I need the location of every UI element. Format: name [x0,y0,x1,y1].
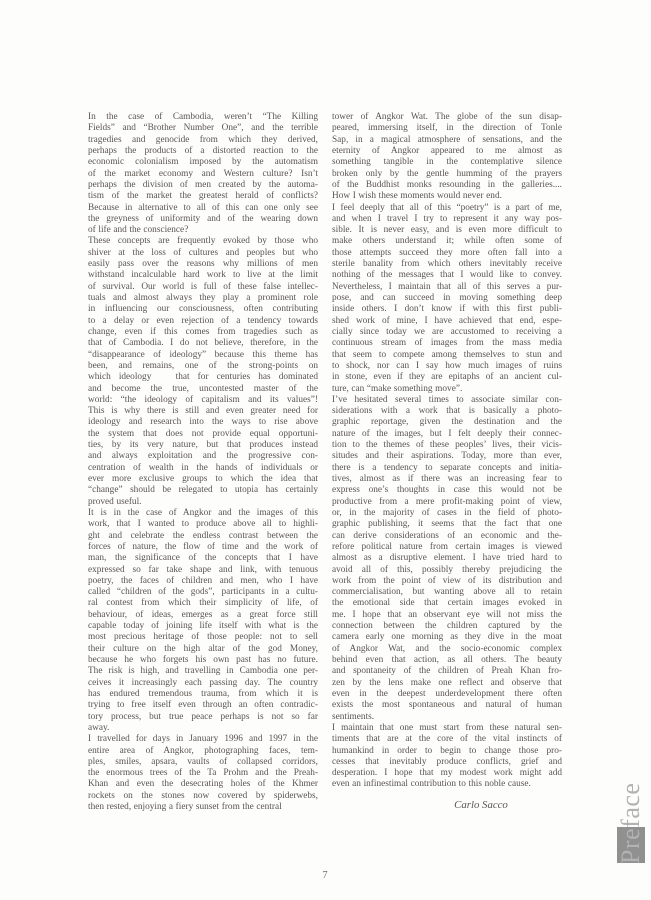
paragraph [332,395,562,723]
text-line: I maintain that one must start from these natural sen- [332,722,562,733]
text-line: Fields” and “Brother Number One”, and the terrible [88,123,318,134]
text-line: that seem to compete among themselves to stun and [332,349,562,360]
text-line: the greyness of uniformity and of the wearing down [88,213,318,224]
text-line: and spontaneity of the children of Preah Khan fro- [332,666,562,677]
text-line: siderations with a work that is basically a photo- [332,406,562,417]
text-line: behind even that action, as all others. The beauty [332,655,562,665]
text-line: man, the significance of the concepts that I have [88,553,318,564]
text-line: “change” should be relegated to utopia has certainly [88,485,318,496]
text-line: which ideology that for centuries has dominated [88,372,318,383]
text-line: of life and the conscience? [88,225,189,236]
text-line: of survival. Our world is full of these false intellec- [88,281,318,292]
text-line: the enormous trees of the Ta Prohm and the Preah- [88,768,318,779]
text-line: ples, smiles, apsara, vaults of collapsed corridors, [88,756,318,767]
text-line: nature of the images, but I felt deeply their connec- [332,428,562,439]
text-line: trying to free itself even through an often contradic- [88,700,318,711]
text-line: tives, almost as if there was an increasing fear to [332,474,562,484]
text-line: tion to the themes of these peoples’ lives, their vicis- [332,440,562,451]
text-line: This is why there is still and even greater need for [88,406,318,417]
text-line: I’ve hesitated several times to associate similar con- [332,394,562,405]
text-line: change, even if this comes from tragedies such as [88,326,318,337]
text-line: capable today of joining life itself with what is the [88,621,318,632]
text-line: The risk is high, and travelling in Cambodia one per- [88,666,318,677]
text-line: timents that are at the core of the vital instincts of [332,734,562,745]
text-line: Nevertheless, I maintain that all of this serves a pur- [332,281,562,292]
text-line: tragedies and genocide from which they derived, [88,134,318,145]
text-line: ture, can “make something move”. [332,383,463,394]
text-line: sterile banality from which others inevitably receive [332,259,562,270]
text-line: easily pass over the reasons why millions of men [88,259,318,270]
text-line: “disappearance of ideology” because this theme has [88,349,318,360]
text-line: something tangible in the contemplative silence [332,157,562,168]
text-line: most precious heritage of those people: not to sell [88,632,318,643]
paragraph [332,203,562,395]
text-line: almost as a disruptive element. I have tried hard to [332,553,562,564]
text-line: forces of nature, the flow of time and the work of [88,541,318,552]
text-line: because he who forgets his own past has no future. [88,655,318,665]
text-line: me. I hope that an observant eye will not miss the [332,609,562,620]
text-line: tower of Angkor Wat. The globe of the sun disap- [332,112,562,122]
text-line: world: “the ideology of capitalism and its values”! [88,394,318,405]
text-line: graphic reportage, given the destination and the [332,417,562,428]
text-line: Khan and even the desecrating holes of the Khmer [88,779,318,790]
text-line: or, in the majority of cases in the field of photo- [332,507,562,518]
text-line: of the Buddhist monks resounding in the galleries.... [332,179,562,190]
text-line: ever more exclusive groups to which the idea that [88,474,318,484]
text-column-right [332,112,562,813]
text-line: It is in the case of Angkor and the images of this [88,507,318,518]
text-line: tory process, but true peace perhaps is not so far [88,711,318,722]
text-line: Because in alternative to all of this can one only see [88,202,318,213]
text-line: that of Cambodia. I do not believe, therefore, in the [88,338,318,349]
text-line: even an infinestimal contribution to this noble cause. [332,779,531,790]
text-line: their culture on the high altar of the god Money, [88,643,318,654]
text-line: tism of the market the greatest herald of conflicts? [88,191,318,202]
preface-vertical-label: Preface [616,782,645,864]
text-column-left [88,112,318,813]
text-line: behaviour, of ideas, emerges as a great force still [88,609,318,620]
text-line: connection between the children captured by the [332,621,562,632]
paragraph [88,734,318,813]
text-line: sible. It is never easy, and is even more difficult to [332,225,562,236]
text-line: called “children of the gods”, participants in a cultu- [88,587,318,598]
text-line: withstand incalculable hard work to live at the limit [88,270,318,281]
text-line: exists the most spontaneous and natural of human [332,700,562,711]
text-line: broken only by the gentle humming of the prayers [332,168,562,179]
text-line: can derive considerations of an economic and the- [332,530,562,541]
text-line: tuals and almost always they play a prominent role [88,293,318,303]
text-line: graphic publishing, it seems that the fact that one [332,519,562,530]
page-number: 7 [322,870,328,881]
text-line: rockets on the stones now covered by spiderwebs, [88,790,318,801]
text-line: I feel deeply that all of this “poetry” is a part of me, [332,202,562,213]
text-line: These concepts are frequently evoked by those who [88,236,318,247]
text-line: desperation. I hope that my modest work might add [332,768,562,779]
text-line: Sap, in a magical atmosphere of sensations, and the [332,134,562,145]
text-line: How I wish these moments would never end. [332,191,502,202]
text-line: in influencing our consciousness, often contributing [88,304,318,315]
text-line: ceives it increasingly each passing day. The country [88,677,318,688]
text-line: I travelled for days in January 1996 and 1997 in the [88,734,318,745]
text-line: away. [88,722,110,733]
text-line: express one’s thoughts in case this would not be [332,485,562,496]
text-line: humankind in order to begin to change those pro- [332,745,562,756]
text-line: and when I travel I try to represent it any way pos- [332,213,562,224]
text-line: and always exploitation and the progressive con- [88,451,318,462]
text-line: In the case of Cambodia, weren’t “The Killing [88,112,318,122]
text-line: has endured tremendous trauma, from which it is [88,688,318,699]
text-line: inside others. I don’t know if with this first publi- [332,304,562,315]
text-line: cesses that inevitably produce conflicts, grief and [332,756,562,767]
paragraph [332,112,562,203]
text-line: productive from a mere profit-making point of view, [332,496,562,507]
text-line: camera early one morning as they dive in the moat [332,632,562,643]
text-line: perhaps the division of men created by the automa- [88,179,318,190]
text-line: of Angkor Wat, and the socio-economic complex [332,643,562,654]
text-line: the system that does not provide equal opportuni- [88,428,318,439]
text-line: sentiments. [332,711,375,722]
signature: Carlo Sacco [454,799,508,811]
text-line: work, that I wanted to produce above all to highli- [88,519,318,530]
paragraph [88,236,318,508]
text-line: shiver at the loss of cultures and peoples but who [88,247,318,258]
text-line: expressed so far take shape and link, with tenuous [88,564,318,575]
text-line: pose, and can succeed in moving something deep [332,293,562,303]
text-line: there is a tendency to separate concepts and initia- [332,462,562,473]
text-line: centration of wealth in the hands of individuals or [88,462,318,473]
text-line: ral contest from which their simplicity of life, of [88,598,318,609]
text-line: proved useful. [88,496,142,507]
text-line: eternity of Angkor appeared to me almost as [332,145,562,156]
text-line: entire area of Angkor, photographing faces, tem- [88,745,318,756]
text-line: to shock, nor can I say how much images of ruins [332,360,562,371]
text-line: commercialisation, but wanting above all to retain [332,587,562,598]
text-line: continuous stream of images from the mass media [332,338,562,349]
text-line: peared, immersing itself, in the direction of Tonle [332,123,562,134]
text-line: ideology and research into the ways to rise above [88,417,318,428]
text-line: even in the deepest underdevelopment there often [332,688,562,699]
text-line: ght and celebrate the endless contrast between the [88,530,318,541]
text-line: situdes and their aspirations. Today, more than ever, [332,451,562,462]
text-line: to a delay or even rejection of a tendency towards [88,315,318,326]
page-text [88,112,562,813]
text-line: those attempts succeed they more often fall into a [332,247,562,258]
text-line: refore political nature from certain images is viewed [332,541,562,552]
paragraph [88,508,318,734]
text-line: work from the point of view of its distribution and [332,575,562,586]
text-line: poetry, the faces of children and men, who I have [88,575,318,586]
text-line: shed work of mine, I have achieved that end, espe- [332,315,562,326]
text-line: in stone, even if they are epitaphs of an ancient cul- [332,372,562,383]
text-line: avoid all of this, possibly thereby prejudicing the [332,564,562,575]
text-line: zen by the lens make one reflect and observe that [332,677,562,688]
text-line: nothing of the messages that I would like to convey. [332,270,562,281]
text-line: ties, by its very nature, but that produces instead [88,440,318,451]
paragraph [332,723,562,791]
text-line: of the market economy and Western culture? Isn’t [88,168,318,179]
text-line: cially since today we are accustomed to receiving a [332,326,562,337]
text-line: economic colonialism imposed by the automatism [88,157,318,168]
paragraph [88,112,318,236]
text-line: been, and remains, one of the strong-points on [88,360,318,371]
text-line: and become the true, uncontested master of the [88,383,318,394]
text-line: then rested, enjoying a fiery sunset from the central [88,802,282,813]
text-line: the emotional side that certain images evoked in [332,598,562,609]
text-line: perhaps the products of a distorted reaction to the [88,145,318,156]
text-line: make others understand it; while often some of [332,236,562,247]
